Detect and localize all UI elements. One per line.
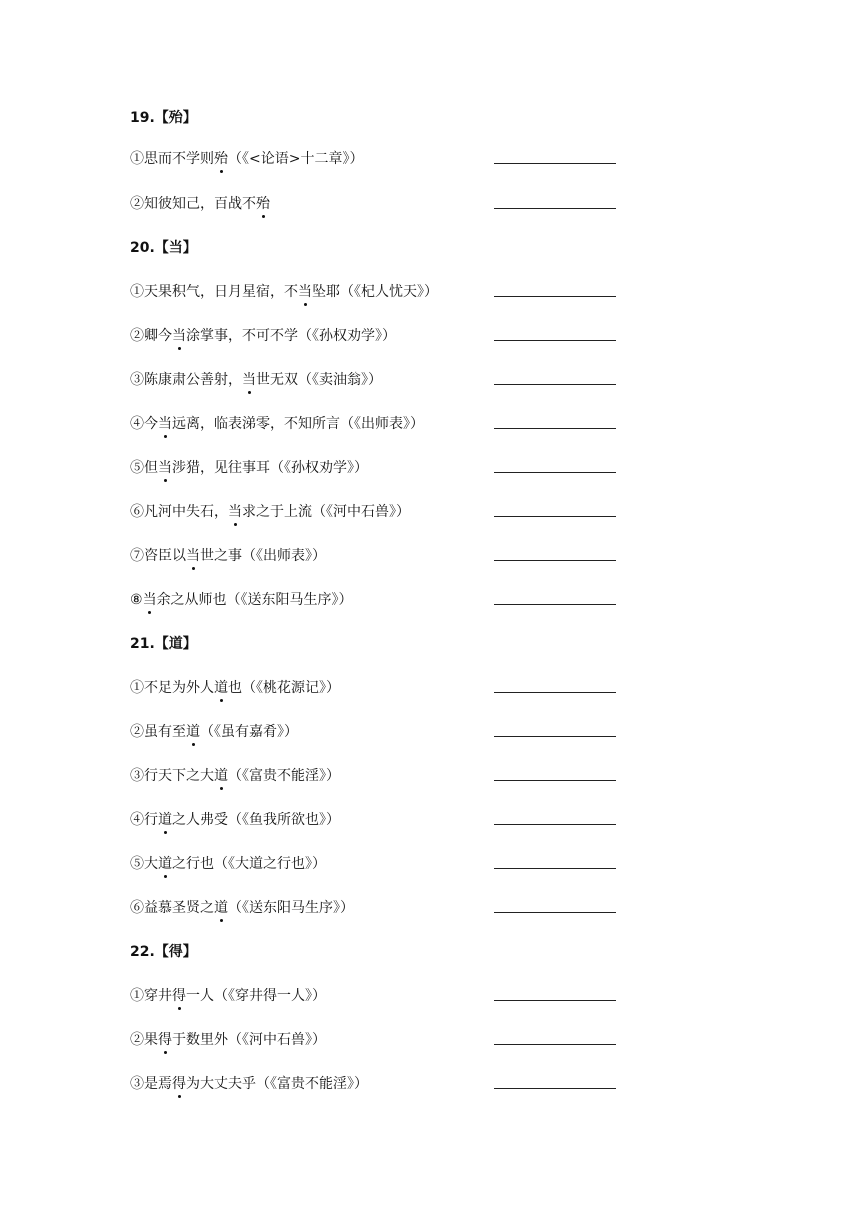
- answer-blank[interactable]: [494, 604, 616, 605]
- question-item: ⑤大道之行也（《大道之行也》）: [130, 853, 326, 873]
- section-heading: 22.【得】: [130, 944, 197, 960]
- emphasized-character: 道: [158, 853, 172, 873]
- section-heading: 20.【当】: [130, 240, 197, 256]
- emphasized-character: 当: [228, 501, 242, 521]
- question-item: ⑧当余之从师也（《送东阳马生序》）: [130, 589, 353, 609]
- emphasized-character: 得: [158, 1029, 172, 1049]
- answer-blank[interactable]: [494, 163, 616, 164]
- question-item: ②知彼知己，百战不殆: [130, 193, 270, 213]
- emphasized-character: 当: [143, 589, 157, 609]
- emphasized-character: 当: [298, 281, 312, 301]
- emphasized-character: 得: [172, 985, 186, 1005]
- answer-blank[interactable]: [494, 780, 616, 781]
- emphasized-character: 道: [214, 677, 228, 697]
- question-item: ①天果积气，日月星宿，不当坠耶（《杞人忧天》）: [130, 281, 438, 301]
- answer-blank[interactable]: [494, 1088, 616, 1089]
- answer-blank[interactable]: [494, 560, 616, 561]
- section-heading: 21.【道】: [130, 636, 197, 652]
- question-item: ④今当远离，临表涕零，不知所言（《出师表》）: [130, 413, 424, 433]
- question-item: ④行道之人弗受（《鱼我所欲也》）: [130, 809, 340, 829]
- answer-blank[interactable]: [494, 472, 616, 473]
- question-item: ②卿今当涂掌事，不可不学（《孙权劝学》）: [130, 325, 396, 345]
- answer-blank[interactable]: [494, 736, 616, 737]
- answer-blank[interactable]: [494, 824, 616, 825]
- emphasized-character: 殆: [256, 193, 270, 213]
- answer-blank[interactable]: [494, 912, 616, 913]
- answer-blank[interactable]: [494, 1000, 616, 1001]
- question-item: ⑥益慕圣贤之道（《送东阳马生序》）: [130, 897, 354, 917]
- question-item: ②虽有至道（《虽有嘉肴》）: [130, 721, 298, 741]
- answer-blank[interactable]: [494, 208, 616, 209]
- question-item: ③陈康肃公善射，当世无双（《卖油翁》）: [130, 369, 382, 389]
- question-item: ③行天下之大道（《富贵不能淫》）: [130, 765, 340, 785]
- question-item: ②果得于数里外（《河中石兽》）: [130, 1029, 326, 1049]
- emphasized-character: 道: [214, 765, 228, 785]
- answer-blank[interactable]: [494, 516, 616, 517]
- emphasized-character: 道: [186, 721, 200, 741]
- emphasized-character: 得: [172, 1073, 186, 1093]
- emphasized-character: 当: [172, 325, 186, 345]
- answer-blank[interactable]: [494, 868, 616, 869]
- answer-blank[interactable]: [494, 296, 616, 297]
- question-item: ⑦咨臣以当世之事（《出师表》）: [130, 545, 326, 565]
- section-heading: 19.【殆】: [130, 110, 197, 126]
- answer-blank[interactable]: [494, 428, 616, 429]
- answer-blank[interactable]: [494, 384, 616, 385]
- question-item: ③是焉得为大丈夫乎（《富贵不能淫》）: [130, 1073, 368, 1093]
- answer-blank[interactable]: [494, 1044, 616, 1045]
- emphasized-character: 殆: [214, 148, 228, 168]
- answer-blank[interactable]: [494, 340, 616, 341]
- emphasized-character: 当: [158, 457, 172, 477]
- answer-blank[interactable]: [494, 692, 616, 693]
- emphasized-character: 当: [158, 413, 172, 433]
- question-item: ①不足为外人道也（《桃花源记》）: [130, 677, 340, 697]
- emphasized-character: 当: [186, 545, 200, 565]
- question-item: ⑤但当涉猎，见往事耳（《孙权劝学》）: [130, 457, 368, 477]
- question-item: ⑥凡河中失石，当求之于上流（《河中石兽》）: [130, 501, 410, 521]
- question-item: ①穿井得一人（《穿井得一人》）: [130, 985, 326, 1005]
- emphasized-character: 道: [214, 897, 228, 917]
- emphasized-character: 当: [242, 369, 256, 389]
- question-item: ①思而不学则殆（《<论语>十二章》）: [130, 148, 363, 168]
- emphasized-character: 道: [158, 809, 172, 829]
